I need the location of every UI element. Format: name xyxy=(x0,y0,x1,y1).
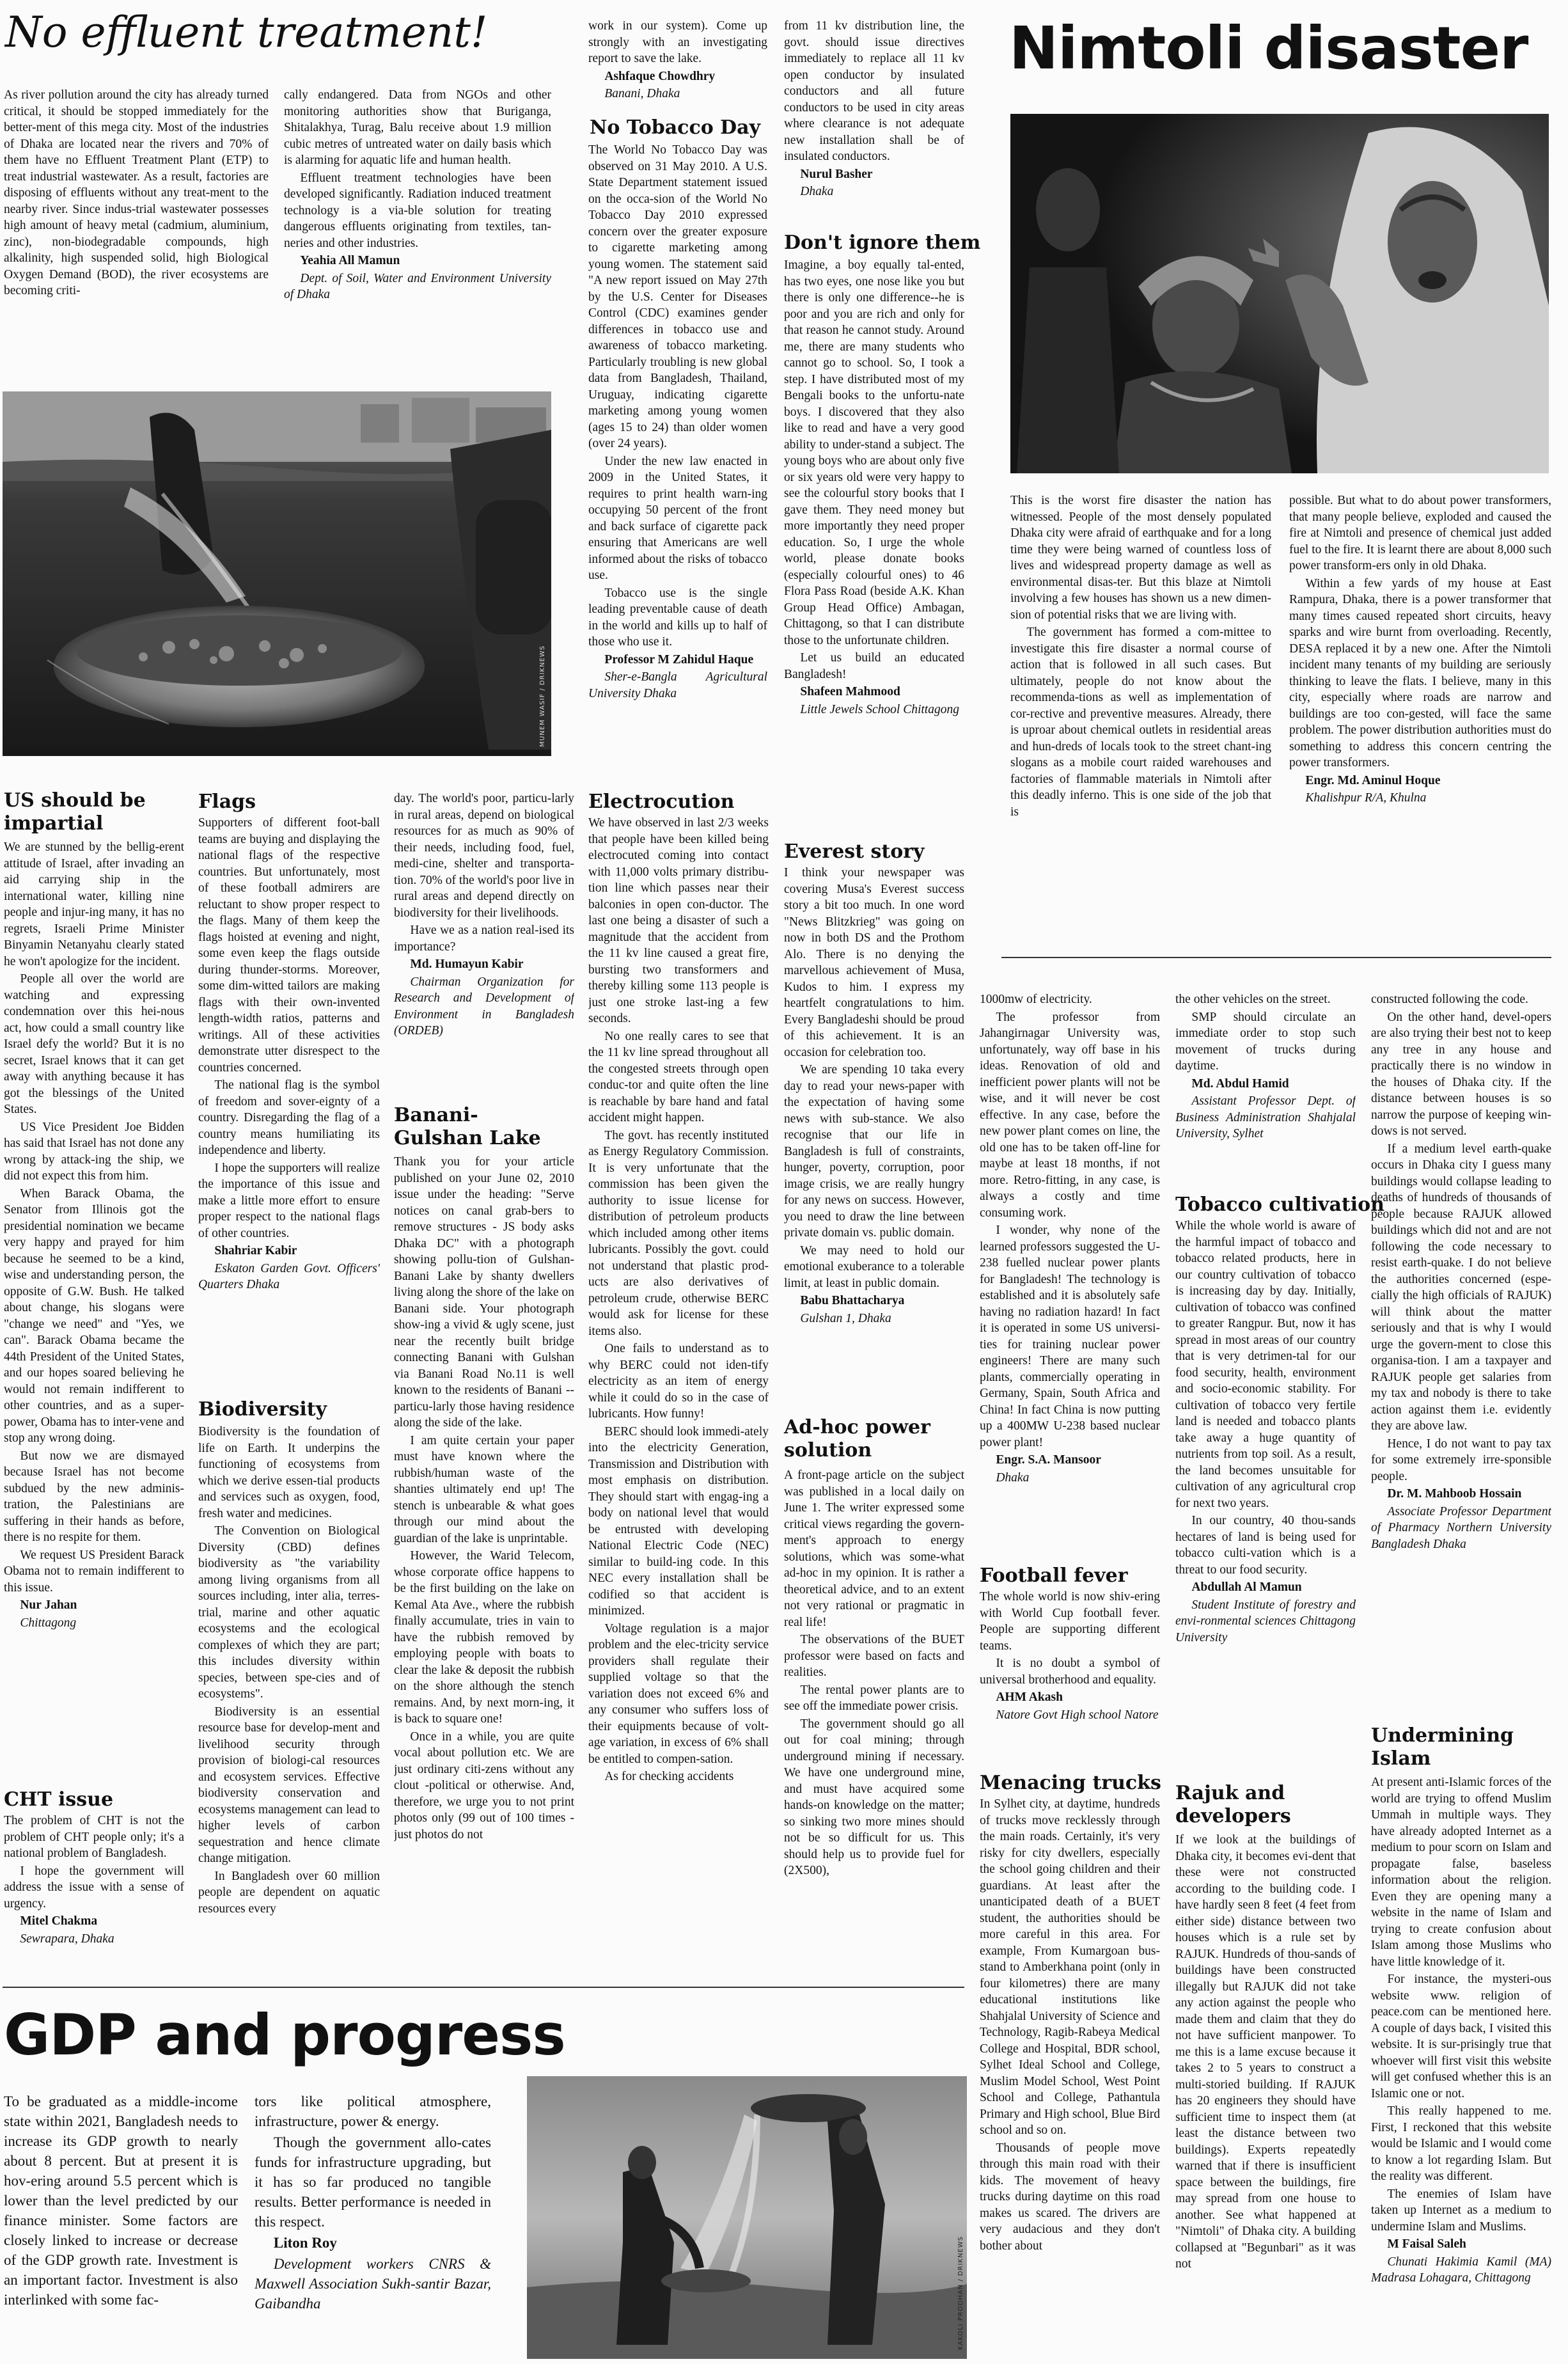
text: We request US President Barack Obama not to remain indifferent to this issue. xyxy=(4,1548,184,1595)
signature: Md. Abdul Hamid xyxy=(1191,1076,1289,1091)
heading-tobacco-cultivation: Tobacco cultivation xyxy=(1175,1194,1384,1216)
heading-electrocution: Electrocution xyxy=(588,791,735,813)
heading-menacing-trucks: Menacing trucks xyxy=(980,1772,1161,1794)
letter-gdp-col1 xyxy=(4,2092,238,2360)
heading-cht-issue: CHT issue xyxy=(4,1788,114,1811)
text: We are stunned by the bellig-erent attitude of Israel, after invading an aid carrying ship in the international water, killing nine people and injur-ing many, it has no regrets, Israeli Prime Minister Binyamin Netanyahu clearly stated he won't apologize for the incident. xyxy=(4,840,184,968)
letter-biodiversity-col1 xyxy=(198,1424,380,1974)
letter-adhoc-power-col2 xyxy=(980,991,1160,1535)
text: The World No Tobacco Day was observed on 31 May 2010. A U.S. State Department statement issued on the occa-sion of the World No Tobacco Day 2010 expressed concern over the greater exposure to cigarette marketing among young women. The statement said "A new report issued on May 27th by the U.S. Center for Diseases Control (CDC) examines gender differences in tobacco use and awareness of tobacco marketing. Particularly troubling is new global data from Bangladesh, Thailand, Uruguay, indicating cigarette marketing among young women (ages 15 to 24) than older women (over 24 years). xyxy=(588,143,767,450)
text: Under the new law enacted in 2009 in the United States, it requires to print health warn-ing occupying 50 percent of the front and back surface of cigarette pack ensuring that Americans are well informed about the risks of tobacco use. xyxy=(588,454,767,582)
letter-banani-gulshan-lake xyxy=(394,1154,574,1974)
text: Let us build an educated Bangladesh! xyxy=(784,651,964,681)
affiliation: Chairman Organization for Research and Development of Environment in Bangladesh (ORDEB) xyxy=(394,975,574,1037)
text: Once in a while, you are quite vocal about pollution etc. We are just ordinary citi-zens without any clout -political or otherwise. And, therefore, we urge you to not print photos only (99 out of 100 times - just photos do not xyxy=(394,1730,574,1841)
signature: Babu Bhattacharya xyxy=(800,1294,905,1307)
signature: Shahriar Kabir xyxy=(214,1244,297,1257)
letter-us-impartial xyxy=(4,839,184,1786)
affiliation: Dhaka xyxy=(800,185,834,198)
text: As river pollution around the city has already turned critical, it should be stopped immediately for the better-ment of this mega city. Most of the industries of Dhaka are located near the rivers and 70% of them have no Effluent Treatment Plant (ETP) to treat industrial wastewater. As a result, factories are disposing of effluents without any treat-ment to the nearby river. Since indus-trial wastewater possesses high amount of heavy metal (cadmium, aluminium, zinc), non-biodegradable compounds, high alkalinity, high suspended solid, high Biological Oxygen Demand (BOD), the river ecosystems are becoming criti- xyxy=(4,88,269,297)
photo-credit-grain: KAKOLI PRODHAN / DRIKNEWS xyxy=(957,2235,964,2350)
text: No one really cares to see that the 11 kv line spread throughout all the congested streets through open conduc-tor and quite often the line is reachable by bare hand and fatal accident might happen. xyxy=(588,1029,769,1124)
text: Thousands of people move through this main road with their kids. The movement of heavy trucks during daytime on this road makes us scared. The drivers are very audacious and they don't bother about xyxy=(980,2141,1160,2253)
text: Supporters of different foot-ball teams are buying and displaying the national flags of the respective countries. But unfortunately, most of these football admirers are reluctant to show proper respect to the flags. Many of them keep the flags hoisted at evening and night, some even keep the flags outside during thunder-storms. Moreover, some dim-witted tailors are making flags with their own-invented length-width ratios, patterns and writings. All of these activities demonstrate utter disrespect to the countries concerned. xyxy=(198,816,380,1075)
affiliation: Sher-e-Bangla Agricultural University Dhaka xyxy=(588,670,767,700)
letter-no-tobacco-day xyxy=(588,142,767,782)
text: SMP should circulate an immediate order to stop such movement of trucks during daytime. xyxy=(1175,1010,1356,1073)
letter-nimtoli-col2 xyxy=(1289,492,1551,940)
signature: Liton Roy xyxy=(273,2235,337,2251)
affiliation: Dept. of Soil, Water and Environment University of Dhaka xyxy=(284,271,551,301)
text: The whole world is now shiv-ering with World Cup football fever. People are supporting different teams. xyxy=(980,1590,1160,1653)
text: However, the Warid Telecom, whose corporate office happens to be the first building on the lake on Kemal Ata Ave., where the rubbish finally accumulate, tries in vain to have the rubbish removed by employing people with boats to clear the lake & deposit the rubbish on the shore although the stench remains. And, by next morn-ing, it is back to square one! xyxy=(394,1549,574,1726)
text: I am quite certain your paper must have known where the rubbish/human waste of the shanties ultimately end up! The stench is unbearable & what goes through our mind about the guardian of the lake is unprintable. xyxy=(394,1433,574,1545)
text: We have observed in last 2/3 weeks that people have been killed being electrocuted coming into contact with 11,000 volts primary distribu-tion line which passes near their balconies in open con-ductor. The last one being a disaster of such a magnitude that the accident from the 11 kv line caused a great fire, bursting two transformers and thereby killing some 113 people is just one stroke last-ing a few seconds. xyxy=(588,816,769,1025)
letter-everest-story xyxy=(784,865,964,1408)
text: possible. But what to do about power transformers, that many people believe, exploded and caused the fire at Nimtoli and presence of chemical just added fuel to the fire. It is learnt there are about 8,000 such power transform-ers only in old Dhaka. xyxy=(1289,494,1551,572)
letter-nurul-tail xyxy=(784,18,964,216)
text: Hence, I do not want to pay tax for some extremely irre-sponsible people. xyxy=(1371,1437,1551,1483)
signature: Mitel Chakma xyxy=(20,1914,98,1928)
signature: Nur Jahan xyxy=(20,1598,77,1612)
affiliation: Natore Govt High school Natore xyxy=(996,1708,1159,1722)
affiliation: Banani, Dhaka xyxy=(604,87,680,100)
text: One fails to understand as to why BERC could not iden-tify electricity as an item of energy while it could do so in the case of lubricants. How funny! xyxy=(588,1342,769,1421)
signature: Professor M Zahidul Haque xyxy=(604,652,754,666)
nimtoli-photo-graphic xyxy=(1010,114,1549,473)
text: If we look at the buildings of Dhaka city, it becomes evi-dent that these were not constructed according to the building code. I have hardly seen 8 feet (4 feet from either side) distance between two houses which is a rule set by RAJUK. Hundreds of thou-sands of buildings have been constructed illegally but RAJUK did not take any action against the people who made them and claim that they do not have sufficient manpower. To me this is a lame excuse because it takes 2 to 5 years to construct a multi-storied building. If RAJUK has 20 engineers they should have sufficient time to inspect them (at least the distance between two buildings). Experts repeatedly warned that if there is insufficient space between the buildings, fire may spread from one house to another. See what happened at "Nimtoli" of Dhaka city. A building collapsed at "Begunbari" as it was not xyxy=(1175,1833,1356,2271)
letter-rajuk-col1 xyxy=(1175,1832,1356,2359)
signature: Engr. Md. Aminul Hoque xyxy=(1305,773,1441,787)
affiliation: Eskaton Garden Govt. Officers' Quarters Dhaka xyxy=(198,1261,380,1291)
text: As for checking accidents xyxy=(604,1770,734,1783)
photo-river-pollution xyxy=(3,391,551,756)
text: This is the worst fire disaster the nation has witnessed. People of the most densely populated Dhaka city were afraid of earthquake and for a long time they were being warned of countless loss of lives and widespread property damage as well as environmental disas-ter. But this blaze at Nimtoli involving a few houses has shown us a new dimen-sion of potential risks that we are living with. xyxy=(1010,494,1271,622)
text: It is no doubt a symbol of universal brotherhood and equality. xyxy=(980,1657,1160,1687)
text: While the whole world is aware of the harmful impact of tobacco and tobacco related products, here in our country cultivation of tobacco is increasing day by day. Initially, cultivation of tobacco was confined to greater Rangpur. But, now it has spread in most areas of our country that is very detrimen-tal for our food security, health, environment and socio-economic stability. For cultivation of tobacco very fertile land is needed and tobacco plants take away a huge quantity of nutrients from top soil. As a result, the land becomes unsuitable for cultivation of any agricultural crop for next two years. xyxy=(1175,1219,1356,1510)
letter-gdp-col2-body xyxy=(255,2092,491,2360)
text: The Convention on Biological Diversity (CBD) defines biodiversity as "the variability among living organisms from all sources including, inter alia, terres-trial, marine and other aquatic ecosystems and the ecological complexes of which they are part; this includes diversity within species, between spe-cies and of ecosystems". xyxy=(198,1524,380,1701)
letter-cht-issue xyxy=(4,1813,184,1973)
text: The government has formed a com-mittee to investigate this fire disaster a normal course of action that is followed in all such cases. But ultimately, people do not know about the recommenda-tions as well as implementation of cor-rective and preventive measures. Already, there is uproar about chemical outlets in residential areas and hun-dreds of locals took to the street chant-ing slogans as a mobile court raided warehouses and factories of flammable materials in Nimtoli after this deadly inferno. This is one side of the job that is xyxy=(1010,626,1271,819)
text: Biodiversity is the foundation of life on Earth. It underpins the functioning of ecosystems from which we derive essen-tial products and services such as oxygen, food, fresh water and medicines. xyxy=(198,1425,380,1520)
heading-adhoc-power: Ad-hoc power solution xyxy=(784,1416,930,1462)
letter-ashfaque-tail xyxy=(588,18,767,101)
text: from 11 kv distribution line, the govt. should issue directives immediately to replace all 11 kv open conductor by insulated conductors and all future conductors to be used in city areas where clearance is not adequate new installation shall be of insulated conductors. xyxy=(784,19,964,163)
affiliation: Chunati Hakimia Kamil (MA) Madrasa Lohagara, Chittagong xyxy=(1371,2255,1551,2285)
letter-menacing-trucks-col2 xyxy=(1175,991,1356,1183)
headline-gdp: GDP and progress xyxy=(4,2002,565,2068)
signature: M Faisal Saleh xyxy=(1387,2237,1466,2251)
letter-effluent-col1 xyxy=(4,87,269,374)
heading-rajuk-developers: Rajuk and developers xyxy=(1175,1782,1291,1827)
text: The government should go all out for coal mining; through underground mining if necessary. We have one underground mine, and must have acquired some hands-on knowledge on the matter; so sinking two more mines should not be so difficult for us. This should help us to provide fuel for (2X500), xyxy=(784,1717,964,1877)
heading-banani-gulshan-lake: Banani-Gulshan Lake xyxy=(394,1104,541,1149)
text: The govt. has recently instituted as Energy Regulatory Commission. It is very unfortunate that the commission has been given the authority to issue license for distribution of petroleum products which included among other items lubricants. Possibly the govt. could not understand that plastic prod-ucts are also derivatives of petroleum crude, otherwise BERC would ask for license for these items also. xyxy=(588,1128,769,1338)
letter-football-fever xyxy=(980,1589,1160,1747)
text: At present anti-Islamic forces of the world are trying to offend Muslim Ummah in multiple ways. They have already adopted Internet as a medium to pour scorn on Islam and propagate false, baseless information about the religion. Even they are opening many a website in the name of Islam and trying to create confusion about Islam among those Muslims who have little knowledge of it. xyxy=(1371,1776,1551,1969)
letter-effluent-col2 xyxy=(284,87,551,374)
heading-undermining-islam: Undermining Islam xyxy=(1371,1724,1514,1770)
photo-grain-winnowing xyxy=(527,2076,967,2359)
signature: Md. Humayun Kabir xyxy=(410,957,524,971)
text: Imagine, a boy equally tal-ented, has two eyes, one nose like you but there is only one difference--he is poor and you are rich and only for that reason he cannot study. Around me, there are many students who cannot go to school. So, I took a step. I have distributed most of my Bengali books to the unfortu-nate boys. I discovered that they also like to read and have a very good ability to under-stand a subject. The young boys who are about only five or six years old were very happy to see the colourful story books that I gave them. They need money but more importantly they need proper education. So, I urge the whole world, please donate books (especially colourful ones) to 46 Flora Pass Road (beside A.K. Khan Group Head Office) Ambagan, Chittagong, so that I can distribute those to the unfortunate children. xyxy=(784,258,964,647)
affiliation: Assistant Professor Dept. of Business Administration Shahjalal University, Sylhet xyxy=(1175,1094,1356,1140)
text: Have we as a nation real-ised its importance? xyxy=(394,924,574,954)
text: For instance, the mysteri-ous website www. religion of peace.com can be mentioned here. A couple of days back, I visited this website. It is sur-prisingly true that whoever will first visit this website will get confused whether this is an Islamic one or not. xyxy=(1371,1973,1551,2100)
text: We are spending 10 taka every day to read your news-paper with the expectation of having some news with sub-stance. We also recognise that our life in Bangladesh is full of constraints, hunger, poverty, corruption, poor image crisis, we are really hungry for any news on success. However, you need to draw the line between private domain vs. public domain. xyxy=(784,1063,964,1240)
letter-tobacco-cultivation xyxy=(1175,1218,1356,1761)
text: Biodiversity is an essential resource base for develop-ment and livelihood security through provision of biologi-cal resources and ecosystem services. Effective biodiversity conservation and ecosystems management can lead to higher levels of carbon sequestration and hence climate change mitigation. xyxy=(198,1705,380,1865)
text: The national flag is the symbol of freedom and sover-eignty of a country. Disregarding the flag of a country means humiliating its independence and liberty. xyxy=(198,1078,380,1157)
divider-nimtoli xyxy=(1001,957,1551,958)
photo-credit-river: MUNEM WASIF / DRIKNEWS xyxy=(539,645,546,747)
signature: Nurul Basher xyxy=(800,167,873,181)
signature: AHM Akash xyxy=(996,1690,1063,1704)
text: day. The world's poor, particu-larly in rural areas, depend on biological resources for as much as 90% of their needs, including food, fuel, medi-cine, shelter and transporta-tion. 70% of the world's poor live in rural areas and depend directly on biodiversity for their livelihoods. xyxy=(394,792,574,920)
letter-menacing-trucks-col1 xyxy=(980,1796,1160,2359)
text: This really happened to me. First, I reckoned that this website would be Islamic and I would come to know a lot regarding Islam. But the reality was different. xyxy=(1371,2104,1551,2183)
heading-us-impartial: US should be impartial xyxy=(4,789,146,835)
text: I hope the supporters will realize the importance of this issue and make a little more effort to ensure proper respect to the national flags of other countries. xyxy=(198,1161,380,1240)
text: Voltage regulation is a major problem and the elec-tricity service providers shall regulate their supplied voltage so that the variation does not exceed 6% and any consumer who suffers loss of their equipments because of volt-age variation, in excess of 6% shall be entitled to compen-sation. xyxy=(588,1621,769,1766)
text: On the other hand, devel-opers are also trying their best not to keep any tree in any house and practically there is no window in the houses of Dhaka city. If the distance between houses is so narrow the purpose of keeping win-dows is not served. xyxy=(1371,1010,1551,1138)
heading-everest-story: Everest story xyxy=(784,840,925,863)
text: In Sylhet city, at daytime, hundreds of trucks move recklessly through the main roads. Certainly, it's very risky for city dwellers, especially the school going children and their guardians. At least after the unanticipated death of a BUET student, the authorities should be more careful in this area. For example, From Kumargoan bus-stand to Amberkhana point (only in four kilometres) there are many educational institutions like Shahjalal University of Science and Technology, Ragib-Rabeya Medical College and Hospital, BDR school, Sylhet Ideal School and College, Muslim Model School, West Point School and College, Pathantula Primary and High school, Blue Bird school and so on. xyxy=(980,1797,1160,2137)
letter-biodiversity-col2-body xyxy=(394,791,574,1098)
text: BERC should look immedi-ately into the electricity Generation, Transmission and Distribution with most emphasis on distribution. They should start with engag-ing a body on national level that would be entrusted with developing National Electric Code (NEC) similar to build-ing code. In this NEC every installation shall be codified so that accident is minimized. xyxy=(588,1424,769,1618)
text: To be graduated as a middle-income state within 2021, Bangladesh needs to increase its GDP growth to nearly about 8 percent. But at present it is hov-ering around 5.5 percent which is lower than the level predicted by our finance minister. Some factors are closely linked to increase or decrease of the GDP growth rate. Investment is an important factor. Investment is also interlinked with some fac- xyxy=(4,2093,238,2308)
text: I think your newspaper was covering Musa's Everest success story a bit too much. In one word "News Blitzkrieg" was going on now in both DS and the Prothom Alo. There is no denying the marvellous achievement of Musa, Kudos to him. I express my heartfelt congratulations to him. Every Bangladeshi should be proud of this achievement. It is an occasion for celebration too. xyxy=(784,866,964,1059)
signature: Dr. M. Mahboob Hossain xyxy=(1387,1487,1522,1501)
text: work in our system). Come up strongly with an investigating report to save the lake. xyxy=(588,19,767,65)
headline-effluent: No effluent treatment! xyxy=(5,8,488,57)
text: I hope the government will address the issue with a sense of urgency. xyxy=(4,1864,184,1911)
letter-nimtoli-col1 xyxy=(1010,492,1271,940)
river-photo-graphic xyxy=(3,391,551,756)
letter-undermining-islam xyxy=(1371,1774,1551,2359)
signature: Abdullah Al Mamun xyxy=(1191,1580,1302,1594)
text: constructed following the code. xyxy=(1371,993,1528,1006)
text: Thank you for your article published on your June 02, 2010 issue under the heading: "Serve notices on canal grab-bers to remove structures - JS body asks Dhaka DC" with a photograph showing pollu-tion of Gulshan-Banani Lake by shanty dwellers living along the shore of the lake on Banani side. Your photograph show-ing a vivid & ugly scene, just near the recently built bridge connecting Banani with Gulshan via Banani Road No.11 is well known to the residents of Banani -- particu-larly those having residence along the side of the lake. xyxy=(394,1155,574,1430)
text: Tobacco use is the single leading preventable cause of death in the world and kills up to half of those who use it. xyxy=(588,586,767,649)
text: People all over the world are watching and expressing condemnation over this hei-nous act, how could a small country like Israel defy the world? But it is no secret, Israel knows that it can get away with anything because it has got the blessings of the United States. xyxy=(4,972,184,1116)
text: US Vice President Joe Bidden has said that Israel has not done any wrong by attack-ing the ship, we did not expect this from him. xyxy=(4,1120,184,1183)
letter-electrocution xyxy=(588,815,769,1974)
letter-flags xyxy=(198,815,380,1391)
heading-football-fever: Football fever xyxy=(980,1564,1128,1587)
heading-no-tobacco-day: No Tobacco Day xyxy=(590,116,761,139)
headline-nimtoli: Nimtoli disaster xyxy=(1009,14,1528,83)
signature: Engr. S.A. Mansoor xyxy=(996,1453,1101,1467)
divider-gdp xyxy=(3,1987,964,1988)
text: Within a few yards of my house at East Rampura, Dhaka, there is a power transformer that many times caused repeated short circuits, heavy sparks and wire burnt from overloading. Recently, DESA replaced it by a new one. After the Nimtoli incident many tenants of my building are seriously thinking to leave the flats. I believe, many in this city, especially where roads are narrow and buildings are too con-gested, will face the same problem. The power distribution authorities must do something to address this concern centring the power transformers. xyxy=(1289,576,1551,769)
letter-dont-ignore-them xyxy=(784,257,964,826)
signature: Shafeen Mahmood xyxy=(800,685,900,698)
text: The observations of the BUET professor were based on facts and realities. xyxy=(784,1633,964,1679)
grain-photo-graphic xyxy=(527,2076,967,2359)
signature: Ashfaque Chowdhry xyxy=(604,69,716,83)
heading-dont-ignore-them: Don't ignore them xyxy=(784,232,981,254)
affiliation: Chittagong xyxy=(20,1616,77,1630)
text: Effluent treatment technologies have been developed significantly. Radiation induced treatment technology is a via-ble solution for treating dangerous effluents originating from textiles, tan-neries and other industries. xyxy=(284,171,551,250)
affiliation: Sewrapara, Dhaka xyxy=(20,1932,114,1946)
text: the other vehicles on the street. xyxy=(1175,993,1331,1006)
text: I wonder, why none of the learned professors suggested the U-238 fuelled nuclear power plants for Bangladesh! The technology is established and it is absolutely safe having no radiation hazard! In fact it is operated in some US universi-ties for training nuclear power engineers! There are many such plants, commercially operating in Germany, Spain, South Africa and China! In fact China is now putting up a 400MW U-238 based nuclear power plant! xyxy=(980,1224,1160,1449)
affiliation: Student Institute of forestry and envi-ronmental sciences Chittagong University xyxy=(1175,1598,1356,1644)
text: In our country, 40 thou-sands hectares of land is being used for tobacco culti-vation which is a threat to our food security. xyxy=(1175,1514,1356,1577)
text: In Bangladesh over 60 million people are dependent on aquatic resources every xyxy=(198,1869,380,1916)
affiliation: Associate Professor Department of Pharmacy Northern University Bangladesh Dhaka xyxy=(1371,1504,1551,1551)
affiliation: Development workers CNRS & Maxwell Association Sukh-santir Bazar, Gaibandha xyxy=(255,2256,491,2312)
text: We may need to hold our emotional exuberance to a tolerable limit, at least in public domain. xyxy=(784,1243,964,1290)
signature: Yeahia All Mamun xyxy=(300,254,400,267)
text: The problem of CHT is not the problem of CHT people only; it's a national problem of Bangladesh. xyxy=(4,1814,184,1860)
text: A front-page article on the subject was published in a local daily on June 1. The writer expressed some critical views regarding the govern-ment's approach to energy solutions, which was some-what ad-hoc in my opinion. It is rather a theoretical advice, and to an extent not very rational or pragmatic in real life! xyxy=(784,1469,964,1629)
text: But now we are dismayed because Israel has not become subdued by the new adminis-tration, the Palestinians are suffering in their hands as before, there is no respite for them. xyxy=(4,1449,184,1544)
text: 1000mw of electricity. xyxy=(980,993,1092,1006)
photo-nimtoli-mourners xyxy=(1010,114,1549,473)
text: tors like political atmosphere, infrastructure, power & energy. xyxy=(255,2093,491,2129)
text: The enemies of Islam have taken up Internet as a medium to undermine Islam and Muslims. xyxy=(1371,2187,1551,2234)
text: cally endangered. Data from NGOs and other monitoring authorities show that Buriganga, Shitalakhya, Turag, Balu receive about 1.9 million cubic metres of untreated water on daily basis which is alarming for aquatic life and human health. xyxy=(284,88,551,167)
affiliation: Gulshan 1, Dhaka xyxy=(800,1311,891,1325)
text: The professor from Jahangirnagar University was, unfortunately, way off base in his ideas. Renovation of old and inefficient power plants will not be wise, and it will never be cost effective. In any case, before the new power plant comes on line, the old one has to be taken off-line for maybe at least 18 months, if not more. Retro-fitting, in any case, is always a costly and time consuming work. xyxy=(980,1010,1160,1220)
heading-flags: Flags xyxy=(198,791,256,813)
affiliation: Khalishpur R/A, Khulna xyxy=(1305,791,1427,805)
affiliation: Dhaka xyxy=(996,1470,1030,1485)
letter-adhoc-power-col1 xyxy=(784,1467,964,1974)
heading-biodiversity: Biodiversity xyxy=(198,1398,327,1421)
text: If a medium level earth-quake occurs in Dhaka city I guess many buildings would collapse leading to deaths of hundreds of thousands of people because RAJUK allowed buildings which did not and are not following the code necessary to resist earth-quake. I do not believe the authorities concerned (espe-cially the high officials of RAJUK) will think about the matter seriously and that is why I would urge the govern-ment to close this organisa-tion. I am a taxpayer and RAJUK people get salaries from my tax and nobody is there to take action against them i.e. evidently they are above law. xyxy=(1371,1142,1551,1433)
affiliation: Little Jewels School Chittagong xyxy=(800,702,959,716)
letter-rajuk-col2 xyxy=(1371,991,1551,1714)
text: When Barack Obama, the Senator from Illinois got the presidential nomination we became very happy and prayed for him because he seemed to be a kind, wise and understanding person, the opposite of G.W. Bush. He talked about change, his slogans were "change we need" and "Yes, we can". Barack Obama became the 44th President of the United States, and our hopes soared believing he would not remain indifferent to other countries, and as a super-power, Obama has to inter-vene and stop any wrong doing. xyxy=(4,1186,184,1445)
text: The rental power plants are to see off the immediate power crisis. xyxy=(784,1683,964,1713)
text: Though the government allo-cates funds for infrastructure upgrading, but it has so far produced no tangible results. Better performance is needed in this respect. xyxy=(255,2134,491,2230)
